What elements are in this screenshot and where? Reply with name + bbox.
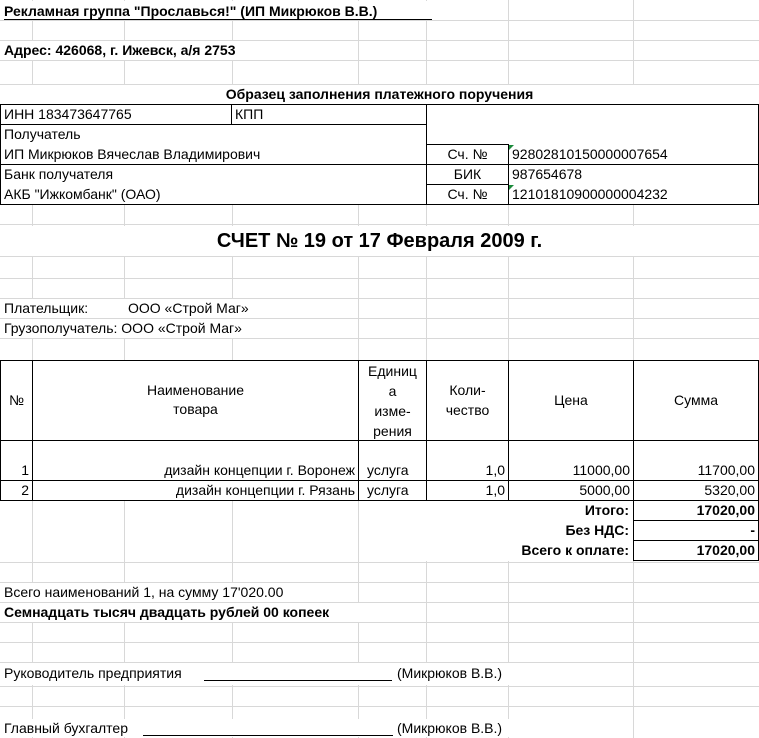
row-qty: 1,0 [485, 482, 505, 498]
row-num: 2 [21, 482, 29, 498]
totals-border [633, 540, 759, 541]
summary-count: Всего наименований 1, на сумму 17'020.00 [4, 584, 284, 600]
director-label: Руководитель предприятия [4, 665, 182, 681]
accountant-name: (Микрюков В.В.) [397, 720, 503, 736]
row-unit: услуга [367, 462, 409, 478]
account-label: Сч. № [447, 146, 488, 162]
gridline [0, 60, 759, 61]
gridline [0, 224, 759, 225]
row-price: 5000,00 [579, 482, 630, 498]
col-header-unit-4: рения [373, 423, 412, 439]
row-num: 1 [21, 462, 29, 478]
payer-label: Плательщик: [4, 300, 89, 316]
due-value: 17020,00 [696, 542, 755, 558]
bank-box-border [508, 144, 509, 205]
bank-label: Банк получателя [4, 166, 114, 182]
vat-label: Без НДС: [565, 522, 629, 538]
col-header-num: № [8, 392, 25, 408]
accountant-label: Главный бухгалтер [4, 720, 128, 736]
summary-in-words: Семнадцать тысяч двадцать рублей 00 копеек [4, 604, 330, 620]
gridline [0, 278, 759, 279]
payer-value: ООО «Строй Маг» [128, 300, 249, 316]
consignee: Грузополучатель: ООО «Строй Маг» [4, 320, 242, 336]
director-name: (Микрюков В.В.) [397, 665, 503, 681]
bank-box-border [231, 104, 232, 125]
gridline [0, 562, 759, 563]
gridline [0, 642, 759, 643]
col-header-name-2: товара [173, 401, 218, 417]
inn: ИНН 183473647765 [4, 106, 132, 122]
total-value: 17020,00 [696, 502, 755, 518]
bank-box-border [0, 204, 759, 205]
due-label: Всего к оплате: [521, 542, 629, 558]
row-name: дизайн концепции г. Воронеж [164, 462, 355, 478]
gridline [0, 338, 759, 339]
row-price: 11000,00 [572, 462, 630, 478]
col-header-unit-2: а [388, 383, 397, 399]
total-label: Итого: [584, 502, 629, 518]
vat-value: - [750, 522, 755, 538]
row-unit: услуга [367, 482, 409, 498]
corr-account-label: Сч. № [447, 186, 488, 202]
corr-account-value: 12101810900000004232 [512, 186, 668, 202]
recipient-name: ИП Микрюков Вячеслав Владимирович [4, 146, 261, 162]
col-header-name-1: Наименование [146, 382, 245, 398]
gridline [0, 256, 759, 257]
bank-name: АКБ "Ижкомбанк" (ОАО) [4, 186, 161, 202]
gridline [0, 622, 759, 623]
director-signature-line [204, 680, 392, 681]
row-sum: 5320,00 [704, 482, 755, 498]
row-sum: 11700,00 [697, 462, 755, 478]
col-header-qty-1: Коли- [449, 382, 486, 398]
recipient-label: Получатель [4, 126, 81, 142]
col-header-unit-1: Единиц [368, 363, 417, 379]
totals-border [633, 560, 759, 561]
company-title: Рекламная группа "Прославься!" (ИП Микрюков В.В.) [4, 3, 378, 19]
bank-box-border [0, 104, 1, 205]
gridline [0, 706, 759, 707]
col-header-unit-3: изме- [374, 403, 411, 419]
totals-border [633, 500, 634, 561]
bik-value: 987654678 [512, 166, 583, 182]
row-name: дизайн концепции г. Рязань [175, 482, 355, 498]
bank-box-border [0, 164, 759, 165]
col-header-price: Цена [554, 392, 588, 408]
underline [4, 19, 432, 20]
col-header-sum: Сумма [674, 392, 718, 408]
account-value: 92802810150000007654 [512, 146, 668, 162]
row-qty: 1,0 [485, 462, 505, 478]
gridline [0, 686, 759, 687]
totals-border [633, 520, 759, 521]
bik-label: БИК [453, 166, 482, 182]
bank-form-title: Образец заполнения платежного поручения [225, 86, 534, 102]
invoice-title: СЧЕТ № 19 от 17 Февраля 2009 г. [216, 230, 543, 252]
accountant-signature-line [143, 735, 393, 736]
col-header-qty-2: чество [445, 402, 490, 418]
kpp-label: КПП [235, 106, 264, 122]
company-address: Адрес: 426068, г. Ижевск, а/я 2753 [4, 42, 236, 58]
